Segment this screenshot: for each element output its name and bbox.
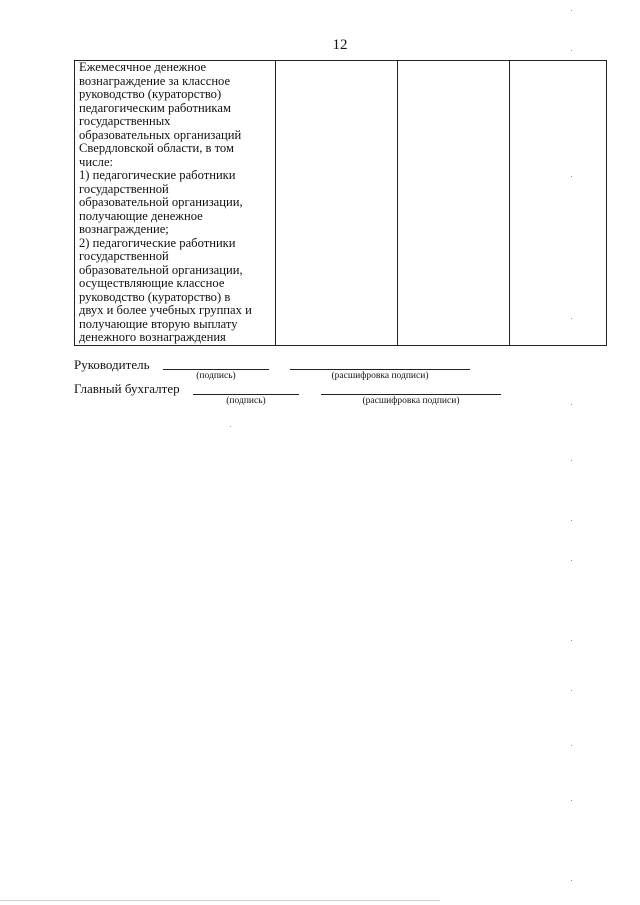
head-label: Руководитель [74,357,150,372]
head-decoding-line [290,369,470,370]
scan-speck [571,560,572,561]
row-label-cell: Ежемесячное денежное вознаграждение за классное руководство (кураторство) педагогическим работникам государственных образовательных организаций Свердловской области, в том числе: 1) педагогические работники государственной образовательной организации, получающие денежное вознаграждение; 2) педагогические работники государственной образовательной организации, осуществляющие классное руководство (кураторство) в двух и более учебных группах и получающие вторую выплату денежного вознаграждения [75,61,276,346]
scan-speck [571,10,572,11]
table-row [75,61,607,346]
head-decoding-caption: (расшифровка подписи) [331,371,429,381]
accountant-decoding-caption: (расшифровка подписи) [362,396,460,406]
scan-speck [571,880,572,881]
scan-speck [571,745,572,746]
value-cell-4 [510,61,607,346]
accountant-decoding-line [321,394,501,395]
value-cell-2 [276,61,398,346]
scan-speck [571,640,572,641]
scan-speck [571,176,572,177]
scan-speck [571,460,572,461]
head-signature-line [163,369,269,370]
accountant-signature-line [193,394,299,395]
scan-speck [571,520,572,521]
page-number: 12 [332,37,348,53]
scan-speck [571,800,572,801]
value-cell-3 [398,61,510,346]
scan-speck [571,404,572,405]
scan-speck [571,318,572,319]
scan-speck [571,690,572,691]
head-signature-caption: (подпись) [196,371,236,381]
accountant-label: Главный бухгалтер [74,381,180,396]
payment-table [74,60,607,346]
footer-scan-edge [0,900,440,901]
accountant-signature-caption: (подпись) [226,396,266,406]
scan-speck [571,50,572,51]
scan-speck [230,426,231,427]
